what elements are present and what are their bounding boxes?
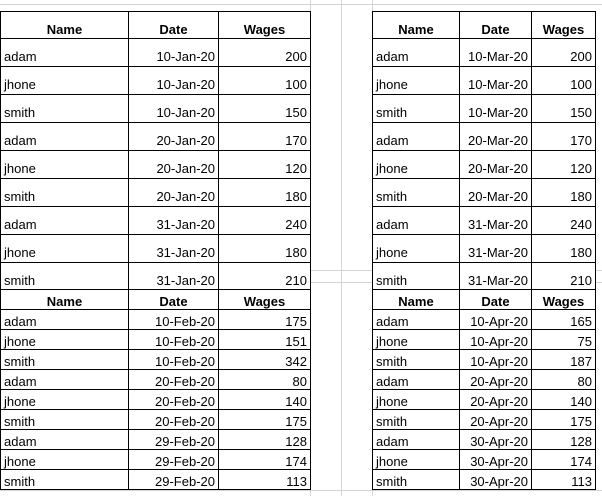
date-cell[interactable]: 20-Apr-20: [460, 410, 532, 430]
name-cell[interactable]: jhone: [1, 450, 129, 470]
name-cell[interactable]: smith: [1, 179, 129, 207]
name-cell[interactable]: smith: [1, 470, 129, 490]
date-cell[interactable]: 10-Mar-20: [460, 39, 532, 67]
table-row: [1, 263, 311, 291]
wage-cell[interactable]: 128: [532, 430, 596, 450]
wage-cell[interactable]: 342: [219, 350, 311, 370]
header-row: [1, 12, 311, 39]
table-row: [373, 390, 596, 410]
wage-cell[interactable]: 174: [219, 450, 311, 470]
table-row: [373, 207, 596, 235]
wage-cell[interactable]: 165: [532, 310, 596, 330]
name-cell[interactable]: smith: [373, 470, 460, 490]
wage-cell[interactable]: 175: [219, 410, 311, 430]
gridline: [341, 0, 342, 496]
wage-cell[interactable]: 75: [532, 330, 596, 350]
date-cell[interactable]: 30-Apr-20: [460, 450, 532, 470]
date-cell[interactable]: 20-Feb-20: [129, 390, 219, 410]
name-header[interactable]: Name: [1, 290, 129, 310]
table-row: [1, 95, 311, 123]
wage-cell[interactable]: 113: [532, 470, 596, 490]
date-cell[interactable]: 10-Mar-20: [460, 95, 532, 123]
wages-header[interactable]: Wages: [219, 290, 311, 310]
date-cell[interactable]: 30-Apr-20: [460, 470, 532, 490]
table-row: [1, 410, 311, 430]
table-row: [373, 179, 596, 207]
name-cell[interactable]: smith: [1, 410, 129, 430]
wage-cell[interactable]: 100: [532, 67, 596, 95]
header-row: [373, 290, 596, 310]
name-header[interactable]: Name: [373, 290, 460, 310]
name-cell[interactable]: adam: [1, 430, 129, 450]
wage-cell[interactable]: 120: [219, 151, 311, 179]
date-cell[interactable]: 29-Feb-20: [129, 470, 219, 490]
wage-cell[interactable]: 180: [532, 179, 596, 207]
wage-cell[interactable]: 80: [532, 370, 596, 390]
table-row: [1, 350, 311, 370]
table-row: [1, 123, 311, 151]
name-cell[interactable]: smith: [373, 263, 460, 291]
name-cell[interactable]: adam: [373, 370, 460, 390]
name-cell[interactable]: jhone: [373, 67, 460, 95]
table-row: [373, 410, 596, 430]
name-cell[interactable]: smith: [1, 263, 129, 291]
date-header[interactable]: Date: [129, 12, 219, 39]
name-cell[interactable]: jhone: [373, 450, 460, 470]
wage-cell[interactable]: 140: [532, 390, 596, 410]
wage-cell[interactable]: 210: [219, 263, 311, 291]
table-row: [373, 95, 596, 123]
table-row: [373, 470, 596, 490]
name-cell[interactable]: jhone: [1, 151, 129, 179]
date-header[interactable]: Date: [460, 290, 532, 310]
wages-header[interactable]: Wages: [532, 12, 596, 39]
date-cell[interactable]: 20-Mar-20: [460, 179, 532, 207]
name-cell[interactable]: adam: [373, 430, 460, 450]
wage-cell[interactable]: 150: [219, 95, 311, 123]
wage-cell[interactable]: 100: [219, 67, 311, 95]
wages-header[interactable]: Wages: [532, 290, 596, 310]
date-cell[interactable]: 31-Jan-20: [129, 263, 219, 291]
wage-cell[interactable]: 200: [532, 39, 596, 67]
table-row: [373, 151, 596, 179]
name-header[interactable]: Name: [1, 12, 129, 39]
wage-cell[interactable]: 210: [532, 263, 596, 291]
date-header[interactable]: Date: [129, 290, 219, 310]
header-row: [373, 12, 596, 39]
sheet-top-edge: [0, 0, 602, 5]
table-row: [373, 450, 596, 470]
name-cell[interactable]: jhone: [1, 330, 129, 350]
name-cell[interactable]: jhone: [373, 390, 460, 410]
wage-cell[interactable]: 180: [219, 179, 311, 207]
date-cell[interactable]: 20-Apr-20: [460, 390, 532, 410]
wage-cell[interactable]: 120: [532, 151, 596, 179]
name-header[interactable]: Name: [373, 12, 460, 39]
wage-cell[interactable]: 174: [532, 450, 596, 470]
date-cell[interactable]: 10-Jan-20: [129, 95, 219, 123]
wages-table-february: [0, 289, 311, 490]
table-row: [373, 263, 596, 291]
table-row: [1, 235, 311, 263]
date-cell[interactable]: 20-Jan-20: [129, 123, 219, 151]
wage-cell[interactable]: 113: [219, 470, 311, 490]
name-cell[interactable]: smith: [1, 95, 129, 123]
name-cell[interactable]: adam: [1, 310, 129, 330]
wage-cell[interactable]: 128: [219, 430, 311, 450]
date-cell[interactable]: 20-Feb-20: [129, 410, 219, 430]
name-cell[interactable]: jhone: [1, 67, 129, 95]
wage-cell[interactable]: 180: [532, 235, 596, 263]
gridline: [0, 490, 602, 491]
date-cell[interactable]: 10-Mar-20: [460, 67, 532, 95]
date-cell[interactable]: 10-Apr-20: [460, 310, 532, 330]
date-cell[interactable]: 20-Mar-20: [460, 151, 532, 179]
table-row: [373, 310, 596, 330]
wages-table-january: [0, 11, 311, 291]
wage-cell[interactable]: 151: [219, 330, 311, 350]
wage-cell[interactable]: 80: [219, 370, 311, 390]
table-row: [373, 350, 596, 370]
name-cell[interactable]: smith: [373, 410, 460, 430]
table-row: [1, 207, 311, 235]
name-cell[interactable]: adam: [1, 370, 129, 390]
name-cell[interactable]: smith: [1, 350, 129, 370]
date-cell[interactable]: 20-Mar-20: [460, 123, 532, 151]
date-cell[interactable]: 10-Feb-20: [129, 350, 219, 370]
table-row: [1, 330, 311, 350]
date-cell[interactable]: 31-Mar-20: [460, 207, 532, 235]
wage-cell[interactable]: 150: [532, 95, 596, 123]
date-cell[interactable]: 10-Apr-20: [460, 330, 532, 350]
date-cell[interactable]: 29-Feb-20: [129, 430, 219, 450]
date-cell[interactable]: 10-Feb-20: [129, 310, 219, 330]
date-cell[interactable]: 10-Jan-20: [129, 39, 219, 67]
table-row: [373, 370, 596, 390]
date-cell[interactable]: 20-Jan-20: [129, 151, 219, 179]
table-row: [373, 330, 596, 350]
table-row: [373, 67, 596, 95]
name-cell[interactable]: jhone: [373, 330, 460, 350]
wage-cell[interactable]: 175: [532, 410, 596, 430]
date-cell[interactable]: 10-Apr-20: [460, 350, 532, 370]
table-row: [1, 450, 311, 470]
table-row: [373, 123, 596, 151]
table-row: [373, 39, 596, 67]
date-cell[interactable]: 29-Feb-20: [129, 450, 219, 470]
name-cell[interactable]: adam: [1, 207, 129, 235]
date-cell[interactable]: 31-Mar-20: [460, 263, 532, 291]
table-row: [373, 430, 596, 450]
date-cell[interactable]: 30-Apr-20: [460, 430, 532, 450]
name-cell[interactable]: jhone: [1, 390, 129, 410]
table-row: [1, 67, 311, 95]
date-cell[interactable]: 31-Jan-20: [129, 207, 219, 235]
name-cell[interactable]: jhone: [373, 151, 460, 179]
wage-cell[interactable]: 200: [219, 39, 311, 67]
wage-cell[interactable]: 170: [532, 123, 596, 151]
wage-cell[interactable]: 180: [219, 235, 311, 263]
date-cell[interactable]: 31-Mar-20: [460, 235, 532, 263]
name-cell[interactable]: smith: [373, 95, 460, 123]
name-cell[interactable]: adam: [373, 123, 460, 151]
name-cell[interactable]: adam: [373, 39, 460, 67]
table-row: [1, 151, 311, 179]
name-cell[interactable]: adam: [1, 39, 129, 67]
wage-cell[interactable]: 175: [219, 310, 311, 330]
date-cell[interactable]: 20-Jan-20: [129, 179, 219, 207]
wages-table-march: [372, 11, 596, 291]
name-cell[interactable]: jhone: [1, 235, 129, 263]
wage-cell[interactable]: 170: [219, 123, 311, 151]
date-cell[interactable]: 20-Apr-20: [460, 370, 532, 390]
date-header[interactable]: Date: [460, 12, 532, 39]
name-cell[interactable]: adam: [373, 310, 460, 330]
date-cell[interactable]: 10-Jan-20: [129, 67, 219, 95]
table-row: [1, 39, 311, 67]
header-row: [1, 290, 311, 310]
wage-cell[interactable]: 140: [219, 390, 311, 410]
table-row: [373, 235, 596, 263]
wage-cell[interactable]: 240: [532, 207, 596, 235]
wages-table-april: [372, 289, 596, 490]
table-row: [1, 179, 311, 207]
name-cell[interactable]: adam: [1, 123, 129, 151]
date-cell[interactable]: 10-Feb-20: [129, 330, 219, 350]
wage-cell[interactable]: 187: [532, 350, 596, 370]
table-row: [1, 370, 311, 390]
name-cell[interactable]: smith: [373, 179, 460, 207]
date-cell[interactable]: 31-Jan-20: [129, 235, 219, 263]
table-row: [1, 390, 311, 410]
table-row: [1, 310, 311, 330]
date-cell[interactable]: 20-Feb-20: [129, 370, 219, 390]
table-row: [1, 430, 311, 450]
table-row: [1, 470, 311, 490]
wages-header[interactable]: Wages: [219, 12, 311, 39]
name-cell[interactable]: smith: [373, 350, 460, 370]
name-cell[interactable]: adam: [373, 207, 460, 235]
name-cell[interactable]: jhone: [373, 235, 460, 263]
wage-cell[interactable]: 240: [219, 207, 311, 235]
